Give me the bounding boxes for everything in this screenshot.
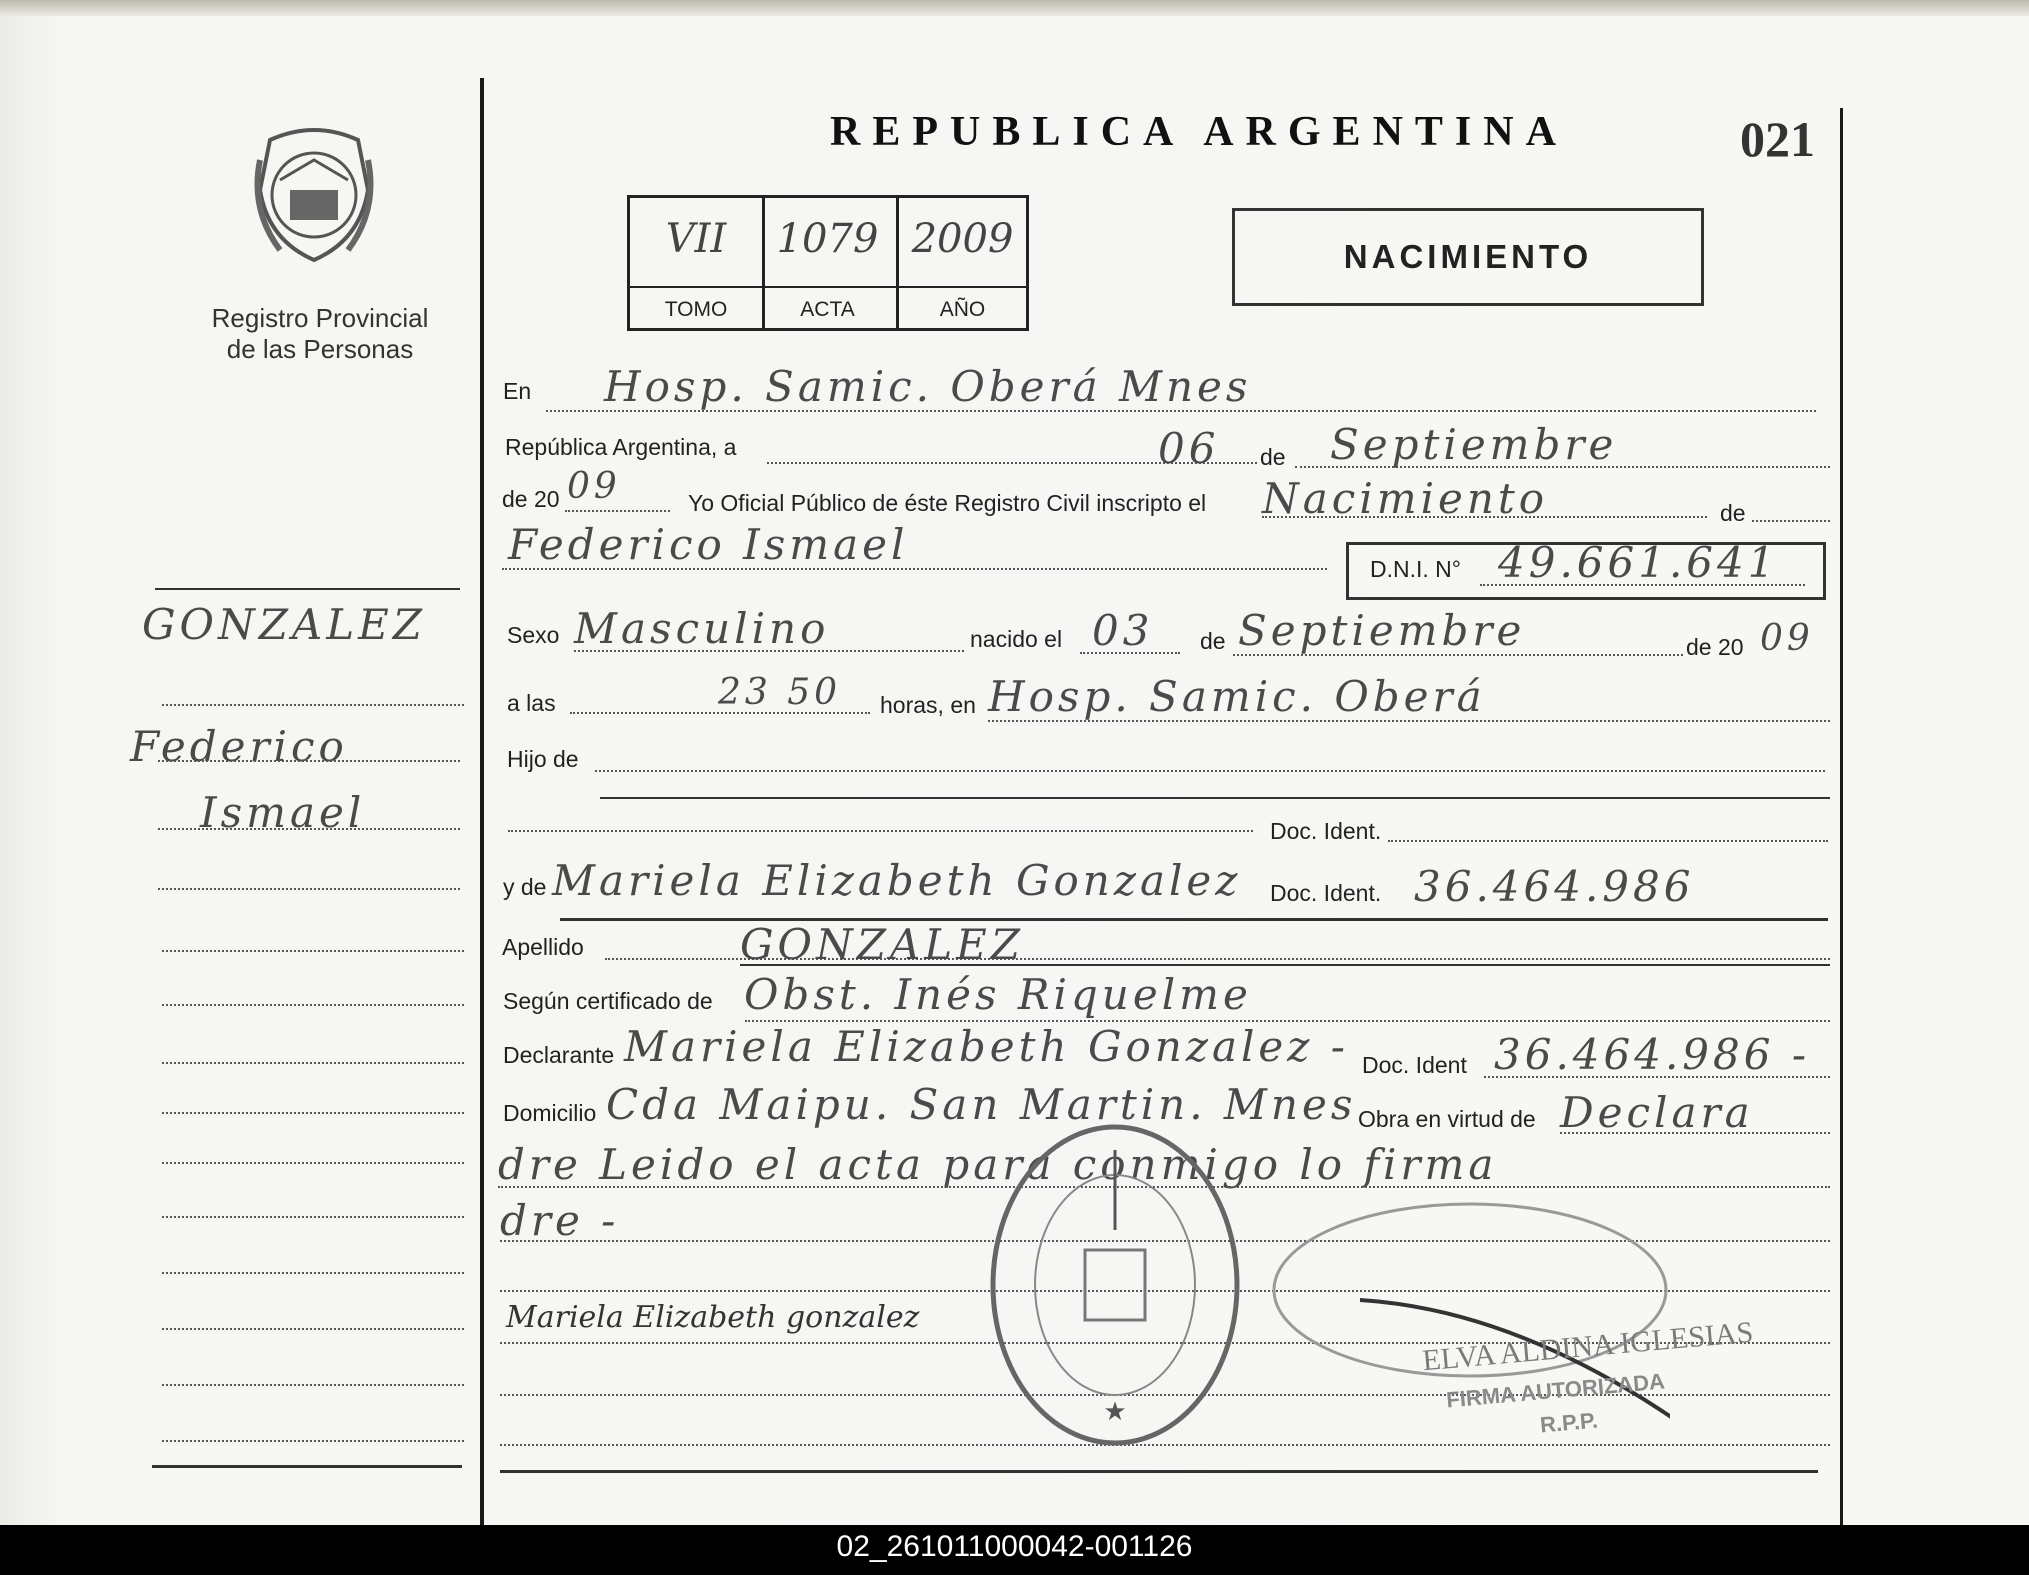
father-line — [508, 830, 1253, 832]
dni-line — [1480, 584, 1805, 586]
anio-label: AÑO — [939, 298, 986, 321]
sexo-line — [574, 650, 964, 652]
margin-line — [162, 1384, 464, 1386]
page-number: 021 — [1740, 111, 1815, 167]
certificado-value: Obst. Inés Riquelme — [744, 970, 1252, 1019]
dni-label: D.N.I. N° — [1370, 556, 1461, 582]
dni-value: 49.661.641 — [1498, 538, 1779, 587]
madre-doc-value: 36.464.986 — [1414, 862, 1695, 911]
obra-label: Obra en virtud de — [1358, 1106, 1536, 1132]
obra-line-3: dre - — [500, 1196, 620, 1245]
doc-ident-1-label: Doc. Ident. — [1270, 818, 1382, 844]
anio-box — [896, 195, 1029, 331]
hora-value: 23 50 — [718, 672, 842, 713]
republica-label: República Argentina, a — [505, 434, 737, 460]
svg-text:★: ★ — [1103, 1397, 1127, 1427]
frame-right — [1840, 108, 1843, 1525]
margin-rule-bottom — [152, 1465, 462, 1468]
page-title: REPUBLICA ARGENTINA — [830, 109, 1568, 155]
page-edge — [0, 0, 2029, 16]
registry-name — [150, 303, 490, 365]
declarante-label: Declarante — [503, 1042, 615, 1068]
nacido-day: 03 — [1092, 606, 1154, 655]
registry-stamp-icon — [985, 1120, 1245, 1450]
a-las-label: a las — [507, 690, 556, 716]
provincial-seal-icon — [240, 120, 388, 270]
obra-line-2: dre Leido el acta para conmigo lo firma — [498, 1140, 1498, 1189]
de-mes-label: de — [1200, 628, 1226, 654]
inscripto-value: Nacimiento — [1262, 474, 1549, 523]
nacido-label: nacido el — [970, 626, 1063, 652]
margin-line — [158, 828, 460, 830]
margin-second-name: Ismael — [200, 788, 366, 837]
obra-value: Declara — [1560, 1088, 1754, 1137]
tomo-separator — [630, 286, 762, 288]
sexo-label: Sexo — [507, 622, 560, 648]
tomo-label: TOMO — [664, 298, 728, 321]
acta-box — [759, 195, 899, 331]
de-end-label: de — [1720, 500, 1746, 526]
margin-line — [162, 1004, 464, 1006]
apellido-value: GONZALEZ — [740, 920, 1024, 969]
de-label: de — [1260, 444, 1286, 470]
stamp-role: FIRMA AUTORIZADA — [1445, 1368, 1666, 1413]
de20-label: de 20 — [502, 486, 560, 512]
declarante-signature: Mariela Elizabeth gonzalez — [506, 1300, 920, 1335]
sexo-value: Masculino — [574, 604, 830, 653]
margin-line — [162, 1162, 464, 1164]
margin-first-name: Federico — [130, 722, 348, 771]
nacido-year: 09 — [1760, 618, 1814, 659]
margin-line — [162, 950, 464, 952]
segun-label: Según certificado de — [503, 988, 713, 1014]
anio-value: 2009 — [911, 216, 1014, 262]
declarante-value: Mariela Elizabeth Gonzalez - — [624, 1022, 1349, 1071]
acta-value: 1079 — [776, 216, 879, 262]
year-value: 09 — [567, 466, 621, 507]
month-value: Septiembre — [1330, 420, 1618, 469]
doc-ident-1-line — [1388, 840, 1828, 842]
horas-label: horas, en — [880, 692, 976, 718]
hijo-line — [595, 770, 1825, 772]
margin-line — [158, 888, 460, 890]
oficial-label: Yo Oficial Público de éste Registro Civil inscripto el — [688, 490, 1207, 516]
de20b-label: de 20 — [1686, 634, 1744, 660]
doc-ident-2-label: Doc. Ident. — [1270, 880, 1382, 906]
y-de-label: y de — [503, 874, 547, 900]
registry-line-2: de las Personas — [226, 334, 414, 364]
en-value: Hosp. Samic. Oberá Mnes — [604, 362, 1252, 411]
doc-ident-3-label: Doc. Ident — [1362, 1052, 1467, 1078]
bottom-rule — [500, 1470, 1818, 1473]
de-end-line — [1752, 520, 1830, 522]
inscripto-line — [1262, 516, 1707, 518]
tomo-box — [627, 195, 765, 331]
year-line — [565, 510, 670, 512]
stamp-signer: ELVA ALDINA IGLESIAS — [1421, 1315, 1755, 1378]
margin-line — [162, 1440, 464, 1442]
frame-left — [480, 78, 484, 1525]
margin-line — [162, 1112, 464, 1114]
obra-line — [1560, 1132, 1830, 1134]
declarante-doc-line — [1484, 1076, 1830, 1078]
hijo-label: Hijo de — [507, 746, 579, 772]
nacido-day-line — [1080, 652, 1180, 654]
hijo-rule — [600, 797, 1830, 799]
name-line — [502, 568, 1327, 570]
anio-separator — [899, 286, 1026, 288]
en-label: En — [503, 378, 532, 404]
margin-line — [162, 1328, 464, 1330]
domicilio-label: Domicilio — [503, 1100, 597, 1126]
acta-label: ACTA — [800, 298, 855, 321]
declarante-doc-value: 36.464.986 - — [1494, 1030, 1811, 1079]
margin-rule — [155, 588, 460, 590]
registry-line-1: Registro Provincial — [211, 303, 429, 333]
act-type: NACIMIENTO — [1232, 208, 1704, 306]
madre-value: Mariela Elizabeth Gonzalez — [552, 856, 1242, 905]
lugar-value: Hosp. Samic. Oberá — [988, 672, 1486, 721]
margin-line — [162, 704, 464, 706]
nacido-month-line — [1233, 654, 1683, 656]
margin-line — [162, 1062, 464, 1064]
domicilio-value: Cda Maipu. San Martin. Mnes — [606, 1080, 1357, 1129]
acta-separator — [759, 286, 896, 288]
lugar-line — [988, 720, 1830, 722]
margin-line — [162, 1272, 464, 1274]
margin-surname: GONZALEZ — [142, 600, 426, 649]
day-value: 06 — [1158, 424, 1220, 473]
apellido-label: Apellido — [502, 934, 584, 960]
apellido-rule — [740, 964, 1830, 966]
child-name: Federico Ismael — [508, 520, 909, 569]
margin-line — [162, 1216, 464, 1218]
stamp-org: R.P.P. — [1538, 1407, 1599, 1438]
tomo-value: VII — [665, 216, 727, 262]
margin-line — [158, 760, 460, 762]
document-id: 02_261011000042-001126 — [836, 1530, 1193, 1563]
nacido-month: Septiembre — [1238, 606, 1526, 655]
